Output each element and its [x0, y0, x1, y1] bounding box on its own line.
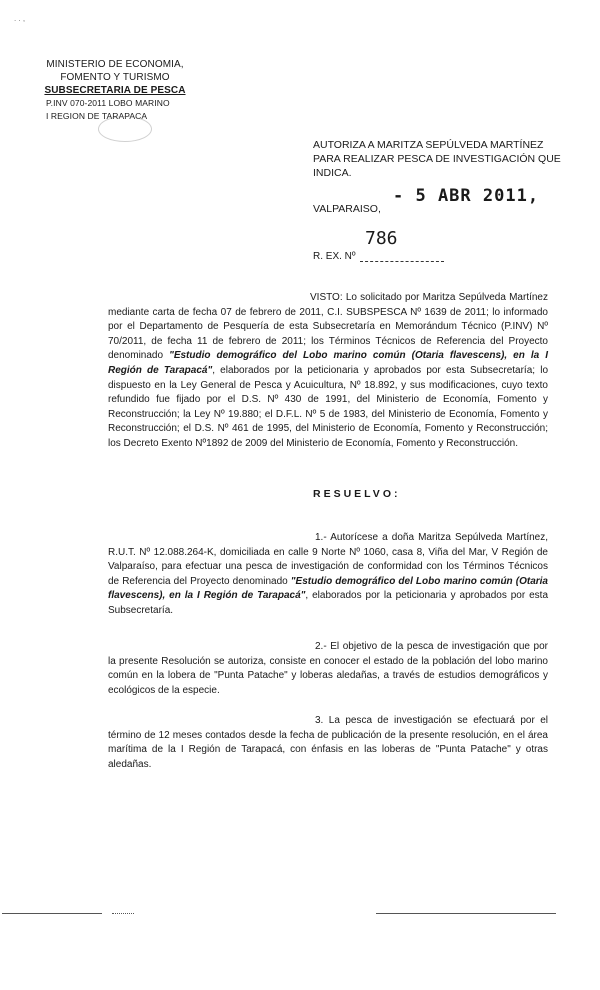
item-1-project-name: "Estudio demográfico del Lobo marino común (Otaria flavescens), en la I Región de Tarapacá" [108, 575, 548, 602]
rex-line [313, 251, 444, 262]
visto-text: Lo solicitado por Maritza Sepúlveda Martínez mediante carta de fecha 07 de febrero de 2011, C.I. SUBSPESCA Nº 1639 de 2011; lo informado por el Departamento de Pesquería de esta Subsecretaría en Memorándum Técnico (P.INV) Nº 70/2011, de fecha 11 de febrero de 2011; los Términos Técnicos de Referencia del Proyecto denominado [108, 292, 548, 362]
item-3 [108, 714, 548, 772]
footer-rule-left-dots [112, 913, 134, 914]
rex-underline [360, 261, 444, 262]
item-2 [108, 640, 548, 698]
footer-rule-left [2, 913, 102, 914]
header-line-5: I REGION DE TARAPACA [46, 111, 148, 121]
visto-project-name: "Estudio demográfico del Lobo marino común (Otaria flavescens), en la I Región de Tarapacá" [108, 350, 548, 376]
place-label: VALPARAISO, [313, 203, 381, 215]
visto-label: VISTO: [310, 292, 343, 303]
header-line-1: MINISTERIO DE ECONOMIA, [46, 59, 184, 70]
resolution-number: 786 [365, 228, 398, 249]
item-1 [108, 531, 548, 619]
visto-text-2: , elaborados por la peticionaria y aprobados por esta Subsecretaría; lo dispuesto en la Ley General de Pesca y Acuicultura, Nº 18.892, y sus modificaciones, cuyo texto refundido fue fijado por el D.S. Nº 430 de 1991, del Ministerio de Economía, Fomento y Reconstrucción; la Ley Nº 19.880; el D.F.L. Nº 5 de 1983, del Ministerio de Economía, Fomento y Reconstrucción; el D.S. Nº 461 de 1995, del Ministerio de Economía, Fomento y Reconstrucción; los Decreto Exento Nº1892 de 2009 del Ministerio de Economía, Fomento y Reconstrucción. [108, 364, 549, 449]
official-stamp [98, 116, 152, 142]
header-line-3: SUBSECRETARIA DE PESCA [44, 85, 186, 96]
item-2-text: 2.- El objetivo de la pesca de investigación que por la presente Resolución se autoriza, consiste en conocer el estado de la población del lobo marino común en la lobera de "Punta Patache" y loberas aledañas, a través de estudios demográficos y ecológicos de la especie. [108, 641, 548, 696]
header-line-2: FOMENTO Y TURISMO [60, 72, 170, 83]
footer-rule-right [376, 913, 556, 914]
rex-label: R. EX. Nº [313, 251, 356, 262]
header-line-4: P.INV 070-2011 LOBO MARINO [46, 98, 170, 108]
visto-paragraph [108, 291, 548, 452]
ministry-header [40, 58, 190, 123]
resolution-subject: AUTORIZA A MARITZA SEPÚLVEDA MARTÍNEZ PARA REALIZAR PESCA DE INVESTIGACIÓN QUE INDICA. [313, 139, 561, 179]
item-1-text: 1.- Autorícese a doña Maritza Sepúlveda Martínez, R.U.T. Nº 12.088.264-K, domiciliada en calle 9 Norte Nº 1060, casa 8, Viña del Mar, V Región de Valparaíso, para efectuar una pesca de investigación de conformidad con los Términos Técnicos de Referencia del Proyecto denominado [108, 532, 548, 587]
item-1-text-2: , elaborados por la peticionaria y aprobados por esta Subsecretaría. [108, 590, 549, 616]
resolution-date: - 5 ABR 2011, [393, 186, 540, 206]
scan-mark: . . , [14, 14, 26, 23]
item-3-text: 3. La pesca de investigación se efectuará por el término de 12 meses contados desde la fecha de publicación de la presente resolución, en el área marítima de la I Región de Tarapacá, con énfasis en las loberas de "Punta Patache" y otras aledañas. [108, 715, 548, 770]
resuelvo-heading: RESUELVO: [313, 488, 401, 500]
